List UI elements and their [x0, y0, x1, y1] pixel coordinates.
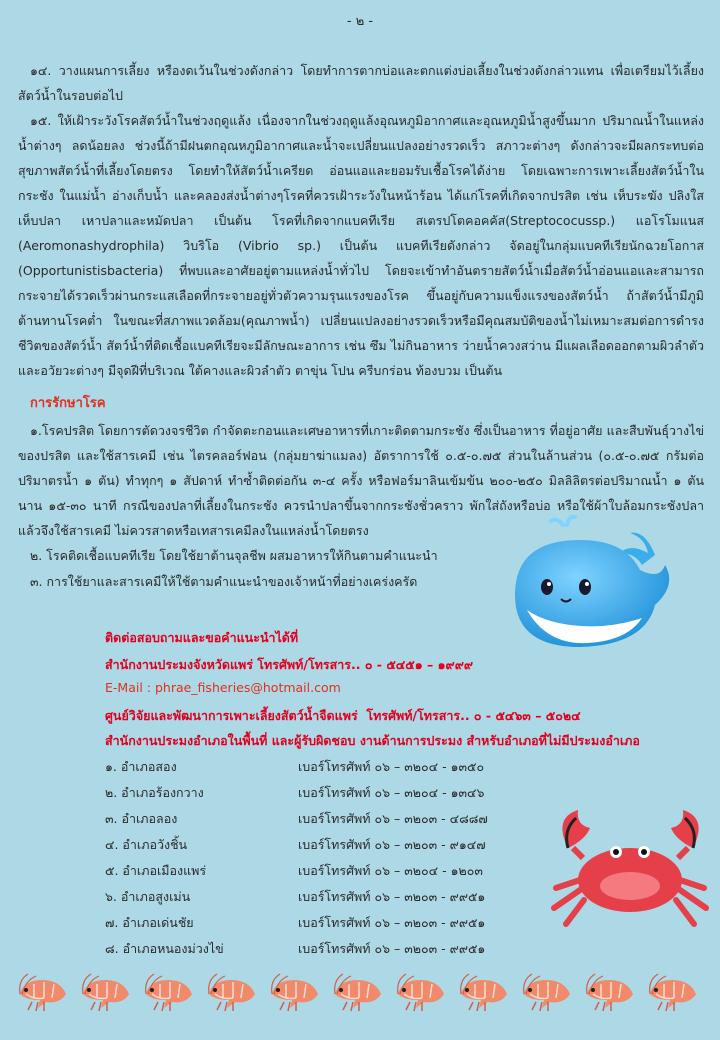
shrimp-icon [644, 972, 702, 1014]
crab-illustration [548, 808, 713, 928]
district-phone: เบอร์โทรศัพท์ ๐๖ – ๓๒๐๔ - ๑๓๔๖ [298, 785, 485, 800]
district-phone: เบอร์โทรศัพท์ ๐๖ – ๓๒๐๓ - ๙๑๔๗ [298, 837, 486, 852]
district-name: ๕. อำเภอเมืองแพร่ [105, 863, 207, 878]
contact-heading: ติดต่อสอบถามและขอคำแนะนำได้ที่ [105, 630, 299, 645]
research-center-phone: โทรศัพท์/โทรสาร.. ๐ - ๕๔๖๓ – ๕๐๒๔ [366, 708, 581, 723]
district-phone: เบอร์โทรศัพท์ ๐๖ – ๓๒๐๓ - ๔๘๘๗ [298, 811, 488, 826]
shrimp-icon [140, 972, 198, 1014]
paragraph-15: ๑๕. ให้เฝ้าระวังโรคสัตว์น้ำในช่วงฤดูแล้ง เนื่องจากในช่วงฤดูแล้งอุณหภูมิอากาศและอุณหภูมิน้ำสูงขึ้นมาก ปริมาณน้ำในแหล่งน้ำต่างๆ ลดน้อยลง ช่วงนี้ถ้ามีฝนตกอุณหภูมิอากาศและน้ำจะเปลี่ยนแปลงอย่างรวดเร็ว สภาวะต่างๆ ดังกล่าวจะมีผลกระทบต่อสุขภาพสัตว์น้ำที่เลี้ยงโดยตรง โดยทำให้สัตว์น้ำเครียด อ่อนแอและยอมรับเชื้อโรคได้ง่าย โดยเฉพาะการเพาะเลี้ยงสัตว์น้ำในกระชัง ในแม่น้ำ อ่างเก็บน้ำ และคลองส่งน้ำต่างๆโรคที่ควรเฝ้าระวังในหน้าร้อน ได้แก่โรคที่เกิดจากปรสิต เช่น เห็บระฆัง ปลิงใส เห็บปลา เหาปลาและหมัดปลา เป็นต้น โรคที่เกิดจากแบคทีเรีย สเตรปโตคอคคัส(Streptococussp.) แอโรโมแนส (Aeromonashydrophila) วิบริโอ (Vibrio sp.) เป็นต้น แบคทีเรียดังกล่าว จัดอยู่ในกลุ่มแบคทีเรียนักฉวยโอกาส (Opportunistisbacteria) ที่พบและอาศัยอยู่ตามแหล่งน้ำทั่วไป โดยจะเข้าทำอันตรายสัตว์น้ำเมื่อสัตว์น้ำอ่อนแอและสามารถกระจายได้รวดเร็วผ่านกระแสเลือดที่กระจายอยู่ทั่วตัวความรุนแรงของโรค ขึ้นอยู่กับความแข็งแรงของสัตว์น้ำ ถ้าสัตว์น้ำมีภูมิต้านทานโรคต่ำ ในขณะที่สภาพแวดล้อม(คุณภาพน้ำ) เปลี่ยนแปลงอย่างรวดเร็วหรือมีคุณสมบัติของน้ำไม่เหมาะสมต่อการดำรงชีวิตของสัตว์น้ำ สัตว์น้ำที่ติดเชื้อแบคทีเรียจะมีลักษณะอาการ เช่น ซึม ไม่กินอาหาร ว่ายน้ำควงสว่าน มีแผลเลือดออกตามผิวลำตัวและอวัยวะต่างๆ มีจุดฝีที่บริเวณ ใต้คางและผิวลำตัว ตาขุ่น โปน ครีบกร่อน ท้องบวม เป็นต้น [18, 113, 704, 378]
district-name: ๔. อำเภอวังชิ้น [105, 837, 188, 852]
district-heading: สำนักงานประมงอำเภอในพื้นที่ และผู้รับผิดชอบ งานด้านการประมง สำหรับอำเภอที่ไม่มีประมงอำเภอ [105, 733, 640, 748]
page-number: - ๒ - [346, 14, 374, 29]
office-contact: สำนักงานประมงจังหวัดแพร่ โทรศัพท์/โทรสาร.. ๐ - ๕๔๕๑ – ๑๙๙๙ [105, 657, 474, 672]
district-name: ๓. อำเภอลอง [105, 811, 178, 826]
email-address[interactable]: E-Mail : phrae_fisheries@hotmail.com [105, 680, 341, 695]
treatment-item-1: ๑.โรคปรสิต โดยการตัดวงจรชีวิต กำจัดตะกอนและเศษอาหารที่เกาะติดตามกระชัง ซึ่งเป็นอาหาร ที่อยู่อาศัย และสืบพันธุ์วางไข่ของปรสิต และใช้สารเคมี เช่น ไตรคลอร์ฟอน (กลุ่มยาฆ่าแมลง) อัตราการใช้ ๐.๕-๐.๗๕ ส่วนในล้านส่วน (๐.๕-๐.๗๕ กรัมต่อปริมาตรน้ำ ๑ ตัน) ทำทุกๆ ๑ สัปดาห์ ทำซ้ำติดต่อกัน ๓-๔ ครั้ง หรือฟอร์มาลินเข้มข้น ๒๐๐-๒๕๐ มิลลิลิตรต่อปริมาณน้ำ ๑ ตัน นาน ๑๕-๓๐ นาที กรณีของปลาที่เลี้ยงในกระชัง ควรนำปลาขึ้นจากกระชังชั่วคราว พักใส่ถังหรือบ่อ หรือใช้ผ้าใบล้อมกระชังปลา แล้วจึงใช้สารเคมี ไม่ควรสาดหรือเทสารเคมีลงในแหล่งน้ำโดยตรง [18, 423, 704, 538]
district-name: ๑. อำเภอสอง [105, 759, 177, 774]
district-phone: เบอร์โทรศัพท์ ๐๖ – ๓๒๐๔ - ๑๓๕๐ [298, 759, 485, 774]
district-name: ๘. อำเภอหนองม่วงไข่ [105, 941, 224, 956]
paragraph-14: ๑๔. วางแผนการเลี้ยง หรืองดเว้นในช่วงดังกล่าว โดยทำการตากบ่อและตกแต่งบ่อเลี้ยงในช่วงดังกล่าวแทน เพื่อเตรียมไว้เลี้ยงสัตว์น้ำในรอบต่อไป [18, 63, 704, 103]
research-center-name: ศูนย์วิจัยและพัฒนาการเพาะเลี้ยงสัตว์น้ำจืดแพร่ [105, 708, 358, 723]
shrimp-icon [77, 972, 135, 1014]
research-center-contact [105, 706, 581, 726]
district-name: ๒. อำเภอร้องกวาง [105, 785, 204, 800]
district-name: ๗. อำเภอเด่นชัย [105, 915, 194, 930]
shrimp-border [14, 972, 714, 1016]
district-phone: เบอร์โทรศัพท์ ๐๖ – ๓๒๐๓ - ๙๙๕๑ [298, 941, 486, 956]
shrimp-icon [518, 972, 576, 1014]
whale-illustration [505, 515, 690, 650]
shrimp-icon [266, 972, 324, 1014]
shrimp-icon [392, 972, 450, 1014]
treatment-item-3: ๓. การใช้ยาและสารเคมีให้ใช้ตามคำแนะนำของเจ้าหน้าที่อย่างเคร่งครัด [30, 574, 418, 589]
district-phone: เบอร์โทรศัพท์ ๐๖ – ๓๒๐๓ - ๙๙๕๑ [298, 915, 486, 930]
shrimp-icon [203, 972, 261, 1014]
treatment-item-2: ๒. โรคติดเชื้อแบคทีเรีย โดยใช้ยาต้านจุลชีพ ผสมอาหารให้กินตามคำแนะนำ [30, 548, 438, 563]
district-phone: เบอร์โทรศัพท์ ๐๖ – ๓๒๐๓ - ๙๙๕๑ [298, 889, 486, 904]
treatment-heading: การรักษาโรค [30, 396, 106, 411]
shrimp-icon [455, 972, 513, 1014]
shrimp-icon [14, 972, 72, 1014]
shrimp-icon [581, 972, 639, 1014]
shrimp-icon [329, 972, 387, 1014]
district-name: ๖. อำเภอสูงเม่น [105, 889, 191, 904]
district-phone: เบอร์โทรศัพท์ ๐๖ – ๓๒๐๔ - ๑๒๐๓ [298, 863, 483, 878]
